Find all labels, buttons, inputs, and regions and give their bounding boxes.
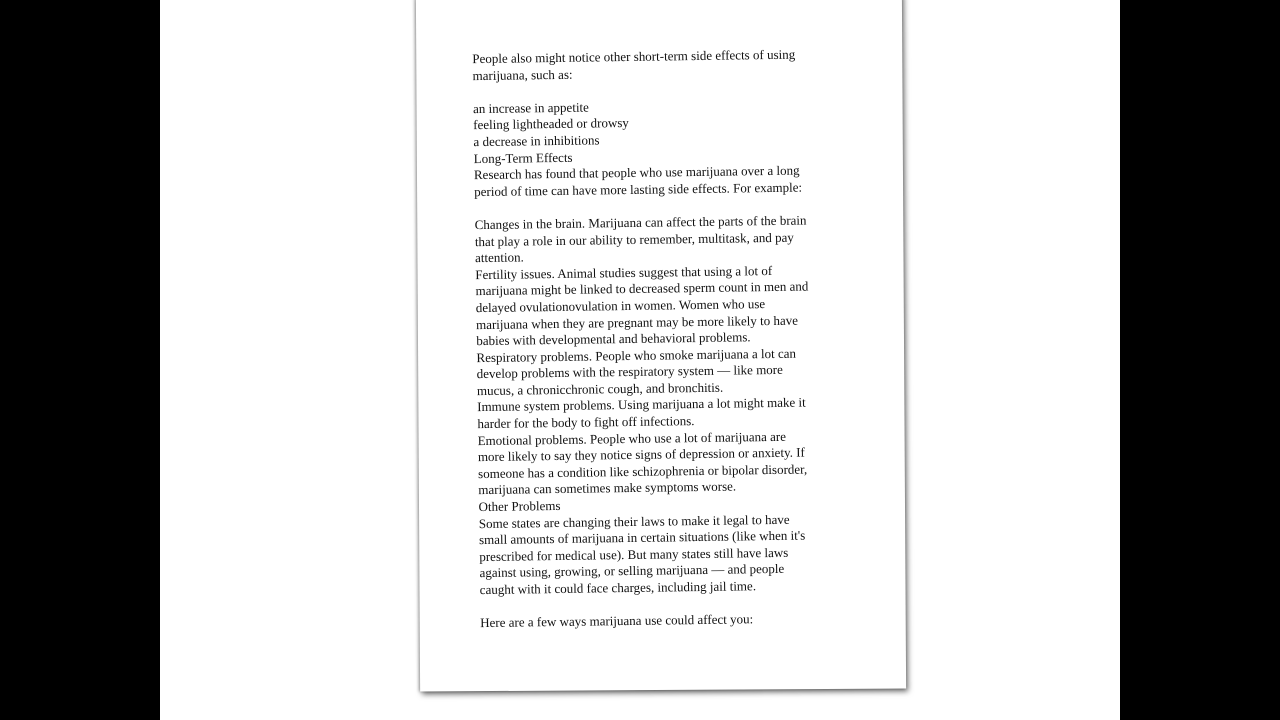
long-term-line: develop problems with the respiratory system — like more: [476, 362, 783, 382]
long-term-line: marijuana when they are pregnant may be more likely to have: [475, 312, 799, 332]
long-term-line: delayed ovulationovulation in women. Women who use: [475, 295, 766, 316]
long-term-line: harder for the body to fight off infections.: [477, 413, 695, 432]
video-frame: [160, 0, 1120, 720]
long-term-heading: Long-Term Effects: [473, 149, 573, 166]
other-problems-heading: Other Problems: [478, 497, 561, 515]
long-term-line: attention.: [475, 249, 524, 266]
long-term-line: more likely to say they notice signs of depression or anxiety. If: [477, 444, 805, 465]
short-term-item: a decrease in inhibitions: [473, 132, 600, 150]
other-problems-line: against using, growing, or selling marijuana — and people: [479, 561, 785, 581]
other-problems-line: Some states are changing their laws to make it legal to have: [478, 511, 790, 531]
long-term-line: that play a role in our ability to remember, multitask, and pay: [474, 229, 794, 249]
long-term-line: marijuana might be linked to decreased sperm count in men and: [475, 278, 809, 299]
other-problems-line: small amounts of marijuana in certain situations (like when it's: [478, 527, 806, 548]
long-term-intro-line: Research has found that people who use marijuana over a long: [473, 162, 800, 183]
long-term-line: Respiratory problems. People who smoke marijuana a lot can: [476, 345, 797, 365]
intro-line: marijuana, such as:: [472, 66, 573, 83]
intro-line: People also might notice other short-term side effects of using: [472, 46, 796, 67]
short-term-item: feeling lightheaded or drowsy: [473, 115, 629, 133]
long-term-line: Immune system problems. Using marijuana a lot might make it: [477, 394, 806, 415]
long-term-line: Fertility issues. Animal studies suggest that using a lot of: [475, 262, 773, 282]
long-term-line: Emotional problems. People who use a lot of marijuana are: [477, 428, 787, 448]
other-problems-line: caught with it could face charges, including jail time.: [479, 578, 757, 598]
long-term-line: Changes in the brain. Marijuana can affect the parts of the brain: [474, 212, 807, 233]
closing-line: Here are a few ways marijuana use could affect you:: [480, 611, 754, 631]
long-term-line: marijuana can sometimes make symptoms worse.: [478, 478, 737, 498]
other-problems-line: prescribed for medical use). But many states still have laws: [479, 544, 789, 564]
document-text: [472, 46, 860, 632]
long-term-intro-line: period of time can have more lasting side effects. For example:: [474, 179, 803, 199]
short-term-item: an increase in appetite: [472, 99, 589, 116]
document-page: [416, 0, 906, 691]
long-term-line: mucus, a chronicchronic cough, and bronchitis.: [476, 379, 724, 398]
long-term-line: babies with developmental and behavioral problems.: [476, 329, 751, 349]
long-term-line: someone has a condition like schizophrenia or bipolar disorder,: [478, 461, 808, 481]
